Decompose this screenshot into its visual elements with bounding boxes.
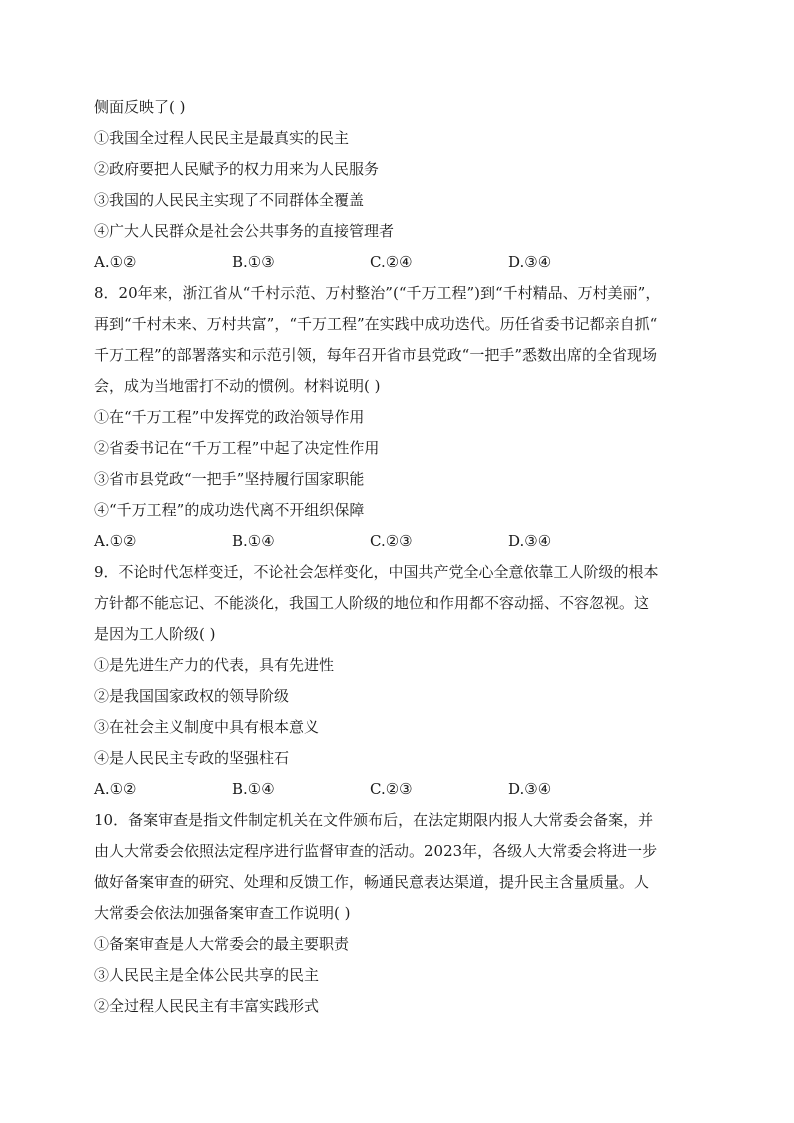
question-9-stem-line-2: 方针都不能忘记、不能淡化，我国工人阶级的地位和作用都不容动摇、不容忽视。这 [94, 594, 650, 612]
question-9-item-3: ③在社会主义制度中具有根本意义 [94, 718, 320, 736]
option-b: B.①③ [232, 253, 275, 271]
option-c: C.②④ [370, 253, 413, 271]
question-9-stem-line-1: 9．不论时代怎样变迁，不论社会怎样变化，中国共产党全心全意依靠工人阶级的根本 [94, 563, 659, 581]
option-d: D.③④ [508, 780, 552, 798]
question-9 [94, 557, 706, 805]
question-8-item-4: ④“千万工程”的成功迭代离不开组织保障 [94, 501, 365, 519]
question-10-item-3: ②全过程人民民主有丰富实践形式 [94, 997, 320, 1015]
question-8 [94, 278, 706, 557]
question-8-stem-line-3: 千万工程”的部署落实和示范引领，每年召开省市县党政“一把手”悉数出席的全省现场 [94, 346, 658, 364]
option-c: C.②③ [370, 780, 413, 798]
question-9-options [94, 774, 706, 805]
question-10-stem-line-2: 由人大常委会依照法定程序进行监督审查的活动。2023年，各级人大常委会将进一步 [94, 842, 658, 860]
question-7-item-4: ④广大人民群众是社会公共事务的直接管理者 [94, 222, 395, 240]
question-8-item-1: ①在“千万工程”中发挥党的政治领导作用 [94, 408, 365, 426]
option-b: B.①④ [232, 780, 275, 798]
question-9-item-1: ①是先进生产力的代表，具有先进性 [94, 656, 335, 674]
question-8-item-2: ②省委书记在“千万工程”中起了决定性作用 [94, 439, 380, 457]
question-10-stem-line-1: 10．备案审查是指文件制定机关在文件颁布后，在法定期限内报人大常委会备案，并 [94, 811, 654, 829]
question-8-stem-line-2: 再到“千村未来、万村共富”，“千万工程”在实践中成功迭代。历任省委书记都亲自抓“ [94, 315, 658, 333]
option-c: C.②③ [370, 532, 413, 550]
question-10-item-1: ①备案审查是人大常委会的最主要职责 [94, 935, 350, 953]
question-9-item-4: ④是人民民主专政的坚强柱石 [94, 749, 290, 767]
question-10-stem-line-3: 做好备案审查的研究、处理和反馈工作，畅通民意表达渠道，提升民主含量质量。人 [94, 873, 650, 891]
option-b: B.①④ [232, 532, 275, 550]
question-7-item-3: ③我国的人民民主实现了不同群体全覆盖 [94, 191, 365, 209]
question-8-item-3: ③省市县党政“一把手”坚持履行国家职能 [94, 470, 365, 488]
option-a: A.①② [94, 780, 137, 798]
question-8-stem-line-1: 8．20年来，浙江省从“千村示范、万村整治”(“千万工程”)到“千村精品、万村美丽”， [94, 284, 661, 302]
question-10 [94, 805, 706, 1022]
question-7-stem-tail: 侧面反映了( ) [94, 98, 186, 116]
question-7-options [94, 247, 706, 278]
exam-page [94, 92, 706, 1022]
question-9-item-2: ②是我国国家政权的领导阶级 [94, 687, 290, 705]
option-a: A.①② [94, 532, 137, 550]
question-10-stem-line-4: 大常委会依法加强备案审查工作说明( ) [94, 904, 351, 922]
option-d: D.③④ [508, 532, 552, 550]
question-7 [94, 92, 706, 278]
question-9-stem-line-3: 是因为工人阶级( ) [94, 625, 216, 643]
option-d: D.③④ [508, 253, 552, 271]
question-7-item-1: ①我国全过程人民民主是最真实的民主 [94, 129, 350, 147]
question-7-item-2: ②政府要把人民赋予的权力用来为人民服务 [94, 160, 380, 178]
option-a: A.①② [94, 253, 137, 271]
question-8-options [94, 526, 706, 557]
question-10-item-2: ③人民民主是全体公民共享的民主 [94, 966, 320, 984]
question-8-stem-line-4: 会，成为当地雷打不动的惯例。材料说明( ) [94, 377, 381, 395]
